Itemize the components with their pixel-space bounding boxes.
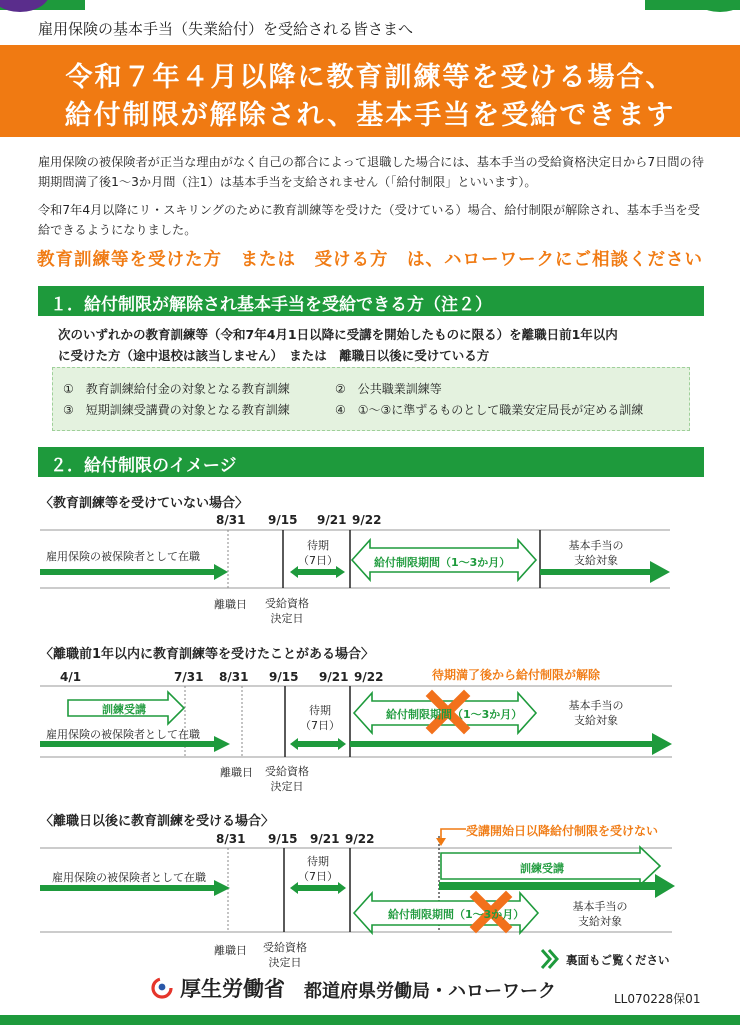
page-title-line2: 給付制限が解除され、基本手当を受給できます (64, 100, 676, 131)
employed-label: 雇用保険の被保険者として在職 (52, 871, 206, 884)
section1-line1: 次のいずれかの教育訓練等（令和7年4月1日以降に受講を開始したものに限る）を離職日前1年以内 (58, 327, 618, 342)
date-label: 4/1 (60, 670, 82, 684)
case2-note: 待期満了後から給付制限が解除 (432, 668, 601, 682)
waiting-label: 待期 （7日） (298, 539, 338, 567)
waiting-label: 待期 （7日） (298, 855, 338, 883)
date-label: 9/15 (268, 832, 298, 846)
restriction-label: 給付制限期間（1～3か月） (386, 708, 523, 721)
bureau-name: 都道府県労働局・ハローワーク (304, 981, 556, 1002)
waiting-label: 待期 （7日） (300, 704, 340, 732)
date-label: 9/22 (354, 670, 384, 684)
decision-day-label: 受給資格 決定日 (263, 941, 307, 969)
benefit-label: 基本手当の 支給対象 (568, 699, 624, 727)
date-label: 9/21 (310, 832, 340, 846)
leave-day-label: 離職日 (220, 766, 253, 779)
training-item-3: ③ 短期訓練受講費の対象となる教育訓練 (63, 403, 290, 417)
section2-title: ２．給付制限のイメージ (50, 456, 237, 476)
restriction-label: 給付制限期間（1～3か月） (388, 908, 525, 921)
consult-callout: 教育訓練等を受けた方 または 受ける方 は、ハローワークにご相談ください (37, 250, 703, 270)
training-item-2: ② 公共職業訓練等 (335, 382, 442, 396)
training-item-4: ④ ①～③に準ずるものとして職業安定局長が定める訓練 (335, 403, 644, 417)
leave-day-label: 離職日 (214, 944, 247, 957)
see-back-link[interactable]: 裏面もご覧ください (566, 953, 670, 967)
chevron-right-icon (542, 950, 557, 968)
date-label: 9/21 (319, 670, 349, 684)
employed-label: 雇用保険の被保険者として在職 (46, 728, 200, 741)
date-label: 9/15 (269, 670, 299, 684)
section1-line2: に受けた方（途中退校は該当しません） または 離職日以後に受けている方 (58, 348, 490, 363)
training-label: 訓練受講 (102, 703, 146, 716)
date-label: 7/31 (174, 670, 204, 684)
ministry-name: 厚生労働省 (180, 977, 285, 1001)
case3-note: 受講開始日以降給付制限を受けない (466, 824, 659, 838)
restriction-label: 給付制限期間（1～3か月） (374, 556, 511, 569)
intro-paragraph-1: 雇用保険の被保険者が正当な理由がなく自己の都合によって退職した場合には、基本手当の受給資格決定日から7日間の待期期間満了後1～3か月間（注1）は基本手当を支給されません（「給付制限」といいます）。 (38, 155, 704, 189)
section1-title: １．給付制限が解除され基本手当を受給できる方（注２） (50, 295, 492, 315)
document-code: LL070228保01 (614, 992, 701, 1006)
page-subtitle: 雇用保険の基本手当（失業給付）を受給される皆さまへ (38, 20, 414, 38)
date-label: 8/31 (219, 670, 249, 684)
case3-title: 〈離職日以後に教育訓練を受ける場合〉 (40, 814, 275, 829)
ministry-logo-icon (150, 976, 174, 1000)
date-label: 9/22 (352, 513, 382, 527)
case2-title: 〈離職前1年以内に教育訓練等を受けたことがある場合〉 (40, 647, 375, 662)
date-label: 9/22 (345, 832, 375, 846)
training-label: 訓練受講 (520, 862, 564, 875)
benefit-label: 基本手当の 支給対象 (568, 539, 624, 567)
page-title-line1: 令和７年４月以降に教育訓練等を受ける場合、 (65, 62, 675, 93)
decision-day-label: 受給資格 決定日 (265, 597, 309, 625)
intro-paragraph-2: 令和7年4月以降にリ・スキリングのために教育訓練等を受けた（受けている）場合、給付制限が解除され、基本手当を受給できるようになりました。 (38, 203, 700, 237)
date-label: 9/15 (268, 513, 298, 527)
date-label: 8/31 (216, 513, 246, 527)
training-item-1: ① 教育訓練給付金の対象となる教育訓練 (63, 382, 290, 396)
benefit-label: 基本手当の 支給対象 (572, 900, 628, 928)
case1-title: 〈教育訓練等を受けていない場合〉 (40, 496, 249, 511)
bottom-bar (0, 1015, 740, 1025)
employed-label: 雇用保険の被保険者として在職 (46, 550, 200, 563)
date-label: 9/21 (317, 513, 347, 527)
decision-day-label: 受給資格 決定日 (265, 765, 309, 793)
date-label: 8/31 (216, 832, 246, 846)
leave-day-label: 離職日 (214, 598, 247, 611)
